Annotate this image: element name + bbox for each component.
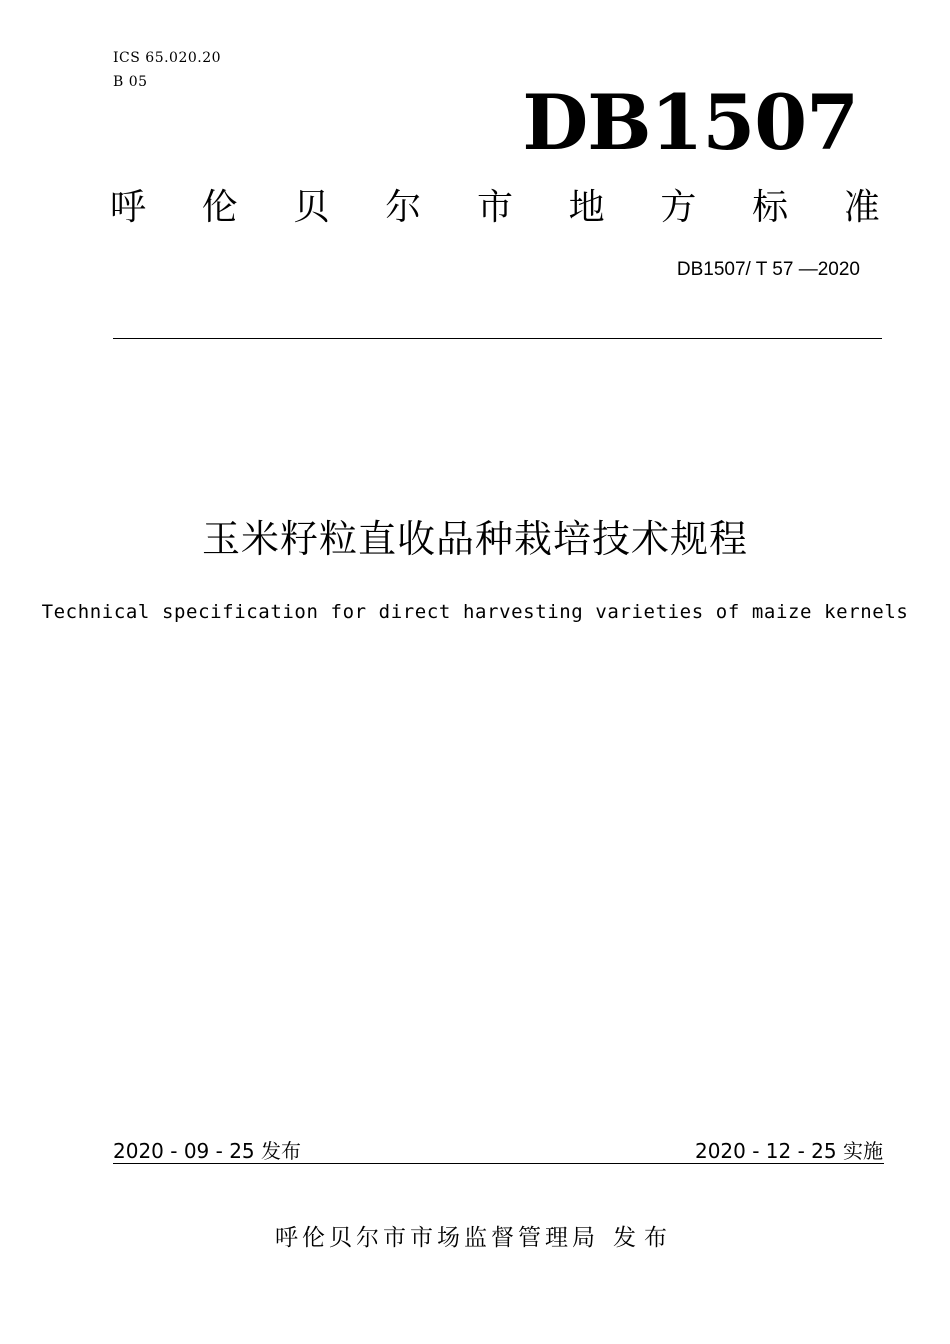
issuer-verb: 发布 [613, 1225, 675, 1251]
issuer [0, 1222, 950, 1254]
standard-type-char: 市 [476, 187, 513, 228]
issuer-name: 呼伦贝尔市市场监督管理局 [275, 1225, 599, 1251]
footer-divider [113, 1163, 884, 1164]
standard-type-char: 呼 [110, 187, 147, 228]
ics-code: ICS 65.020.20 [113, 50, 222, 66]
standard-type-char: 准 [843, 187, 880, 228]
standard-type-char: 方 [660, 187, 697, 228]
title-english: Technical specification for direct harvesting varieties of maize kernels [41, 601, 909, 623]
title-chinese: 玉米籽粒直收品种栽培技术规程 [201, 517, 748, 561]
standard-type-char: 贝 [293, 187, 330, 228]
standard-number: DB1507/ T 57 —2020 [676, 259, 860, 280]
standard-type-heading [110, 186, 880, 230]
issue-date: 2020 - 09 - 25 发布 [113, 1139, 302, 1163]
standard-type-char: 尔 [385, 187, 422, 228]
standard-type-char: 标 [752, 187, 789, 228]
standard-type-char: 地 [568, 187, 605, 228]
implementation-date: 2020 - 12 - 25 实施 [694, 1139, 883, 1163]
header-divider [113, 338, 882, 339]
standard-type-char: 伦 [201, 187, 238, 228]
standard-code: DB1507 [522, 78, 858, 167]
classification-code: B 05 [113, 74, 148, 90]
